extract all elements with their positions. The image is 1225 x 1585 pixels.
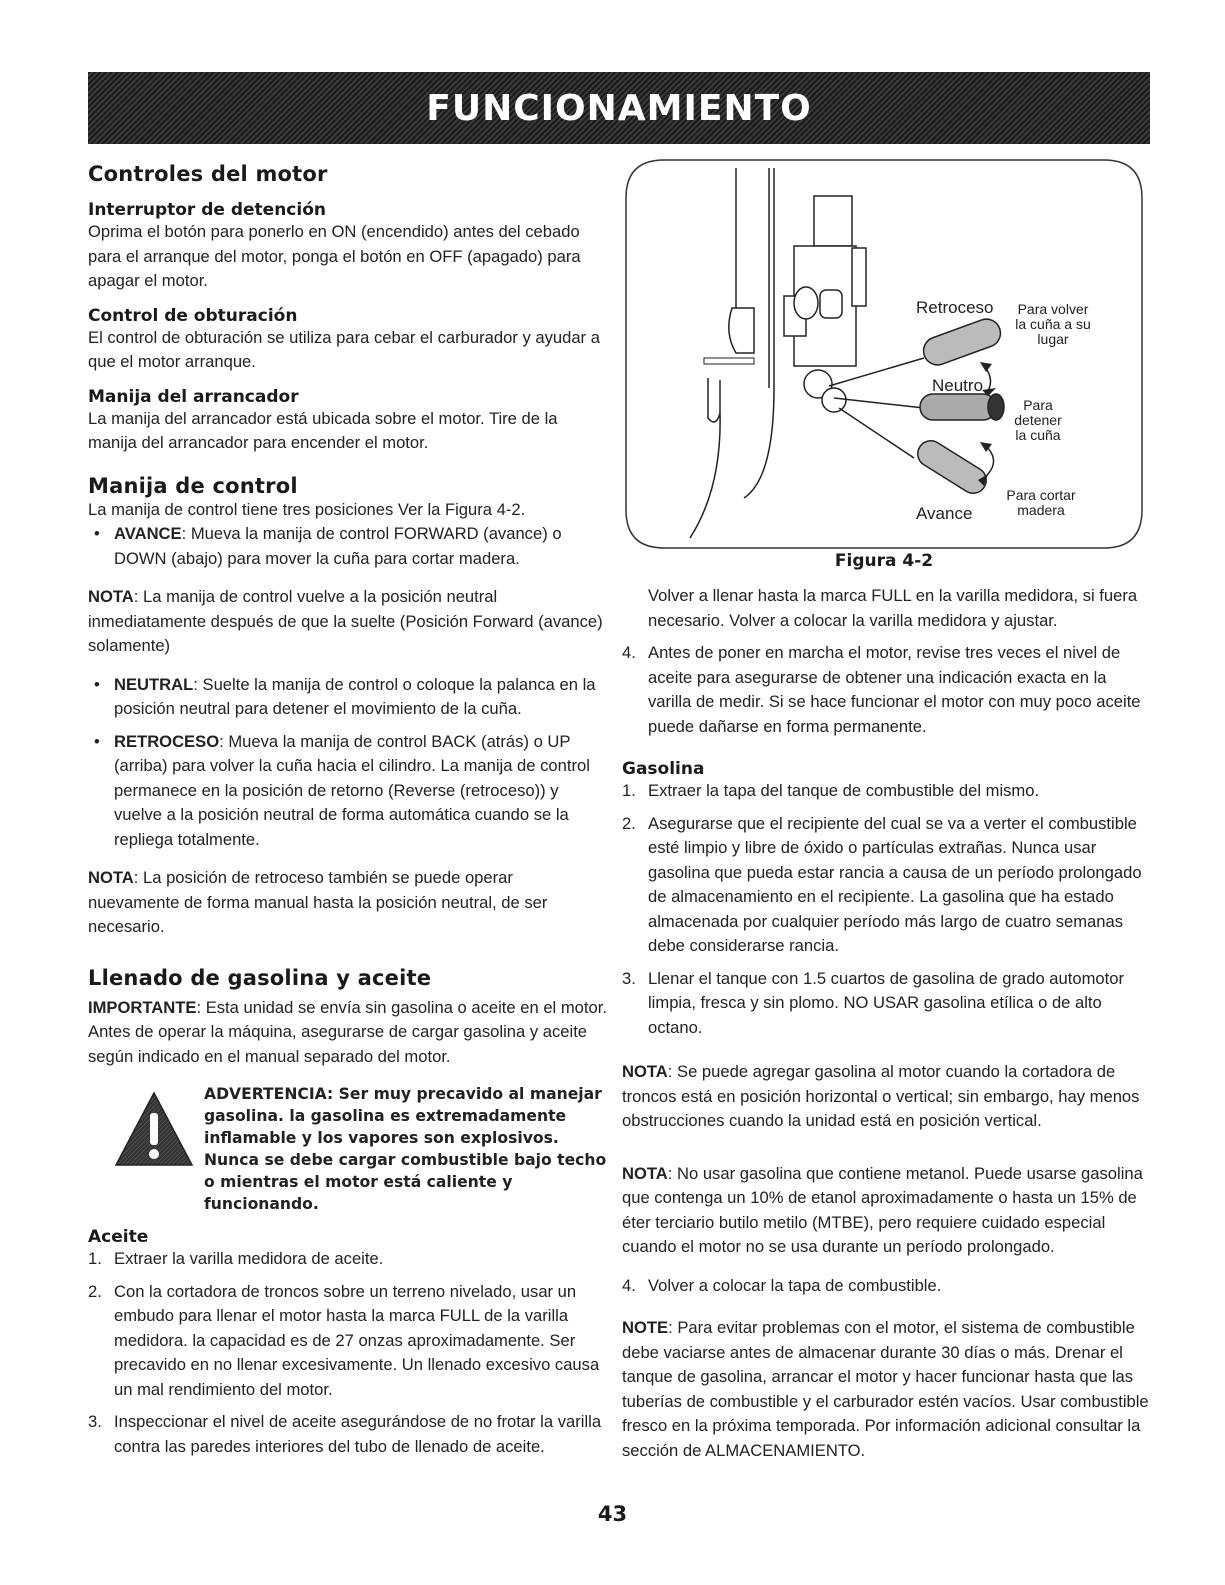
figure-4-2 bbox=[624, 158, 1144, 550]
note-label: NOTE bbox=[622, 1318, 669, 1337]
gasolina-item-4-text: Volver a colocar la tapa de combustible. bbox=[648, 1275, 942, 1295]
avance-text: : Mueva la manija de control FORWARD (avance) o DOWN (abajo) para mover la cuña para cortar madera. bbox=[114, 524, 562, 568]
retroceso-item bbox=[88, 730, 608, 853]
nota3 bbox=[622, 1060, 1150, 1134]
manija-text: La manija de control tiene tres posiciones Ver la Figura 4-2. bbox=[88, 499, 526, 519]
aceite-item-num: 3. bbox=[88, 1412, 102, 1431]
gasolina-item-num: 1. bbox=[622, 781, 636, 800]
neutral-label: NEUTRAL bbox=[114, 674, 194, 694]
obturacion-heading: Control de obturación bbox=[88, 305, 298, 326]
label-para-cortar: Para cortar madera bbox=[1006, 487, 1076, 518]
nota4 bbox=[622, 1162, 1150, 1260]
aceite-item-num: 2. bbox=[88, 1281, 102, 1301]
note bbox=[622, 1316, 1150, 1463]
label-para-detener: Para detener la cuña bbox=[1014, 397, 1062, 443]
aceite-item bbox=[88, 1410, 608, 1459]
gasolina-item bbox=[622, 967, 1150, 1041]
aceite-continued-text: Volver a llenar hasta la marca FULL en la varilla medidora, si fuera necesario. Volver a colocar la varilla medidora y ajustar. bbox=[648, 586, 1138, 630]
gasolina-item-4 bbox=[622, 1274, 1150, 1299]
nota3-label: NOTA bbox=[622, 1062, 668, 1081]
importante-label: IMPORTANTE bbox=[88, 997, 197, 1017]
interruptor-text: Oprima el botón para ponerlo en ON (encendido) antes del cebado para el arranque del motor, ponga el botón en OFF (apagado) para apagar el motor. bbox=[88, 222, 581, 290]
left-column bbox=[88, 158, 608, 1459]
warning-text: ADVERTENCIA: Ser muy precavido al manejar gasolina. la gasolina es extremadamente inflamable y los vapores son explosivos. Nunca se debe cargar combustible bajo techo o mientras el motor está caliente y funcionando. bbox=[204, 1085, 607, 1213]
gasolina-item-text: Llenar el tanque con 1.5 cuartos de gasolina de grado automotor limpia, fresca y sin plomo. NO USAR gasolina etílica o de alto octano. bbox=[648, 968, 1125, 1037]
controles-heading: Controles del motor bbox=[88, 162, 328, 186]
aceite-item-4-num: 4. bbox=[622, 643, 636, 662]
gasolina-heading: Gasolina bbox=[622, 759, 705, 779]
positions-list bbox=[88, 673, 608, 853]
nota1-label: NOTA bbox=[88, 587, 134, 606]
gasolina-item bbox=[622, 812, 1150, 959]
aceite-item-num: 1. bbox=[88, 1249, 102, 1268]
nota4-text: : No usar gasolina que contiene metanol. Puede usarse gasolina que contenga un 10% de etanol aproximadamente o hasta un 15% de éter terciario butilo metilo (MTBE), pero requiere cuidado especial cuando el motor no se usa durante un período prolongado. bbox=[622, 1163, 1143, 1256]
nota2 bbox=[88, 866, 608, 940]
gasolina-item-num: 3. bbox=[622, 968, 636, 988]
importante-text: : Esta unidad se envía sin gasolina o aceite en el motor. Antes de operar la máquina, asegurarse de cargar gasolina y aceite según indicado en el manual separado del motor. bbox=[88, 997, 607, 1066]
aceite-list bbox=[88, 1247, 608, 1459]
nota3-text: : Se puede agregar gasolina al motor cuando la cortadora de troncos está en posición horizontal o vertical; sin embargo, hay menos obstrucciones cuando la unidad está en posición vertical. bbox=[622, 1062, 1140, 1130]
aceite-heading: Aceite bbox=[88, 1227, 149, 1247]
nota2-text: : La posición de retroceso también se puede operar nuevamente de forma manual hasta la posición neutral, de ser necesario. bbox=[88, 868, 548, 936]
retroceso-text: : Mueva la manija de control BACK (atrás) o UP (arriba) para volver la cuña hacia el cilindro. La manija de control permanece en la posición de retorno (Reverse (retroceso)) y vuelve a la posición neutral de forma automática cuando se la repliega totalmente. bbox=[114, 731, 590, 849]
gasolina-list-continued bbox=[622, 1274, 1150, 1299]
label-para-volver: Para volver la cuña a su lugar bbox=[1015, 301, 1091, 347]
arrancador-heading: Manija del arrancador bbox=[88, 386, 299, 407]
page-number: 43 bbox=[597, 1502, 628, 1526]
importante bbox=[88, 996, 608, 1070]
arrancador-text: La manija del arrancador está ubicada sobre el motor. Tire de la manija del arrancador para encender el motor. bbox=[88, 408, 558, 452]
note-text: : Para evitar problemas con el motor, el sistema de combustible debe vaciarse antes de almacenar durante 30 días o más. Drenar el tanque de gasolina, arrancar el motor y hacer funcionar hasta que las tuberías de combustible y el carburador estén vacíos. Usar combustible fresco en la próxima temporada. Por información adicional consultar la sección de ALMACENAMIENTO. bbox=[622, 1318, 1149, 1460]
obturacion-text: El control de obturación se utiliza para cebar el carburador y ayudar a que el motor arranque. bbox=[88, 327, 600, 371]
manija-heading: Manija de control bbox=[88, 473, 298, 498]
warning-icon bbox=[114, 1091, 194, 1167]
retroceso-label: RETROCESO bbox=[114, 731, 220, 751]
gasolina-item-4-num: 4. bbox=[622, 1275, 636, 1295]
neutral-text: : Suelte la manija de control o coloque la palanca en la posición neutral para detener el movimiento de la cuña. bbox=[114, 674, 596, 718]
gasolina-item-text: Extraer la tapa del tanque de combustible del mismo. bbox=[648, 781, 1040, 800]
label-avance: Avance bbox=[916, 504, 973, 523]
gasolina-item bbox=[622, 779, 1150, 804]
section-banner bbox=[88, 72, 1150, 144]
figure-caption: Figura 4-2 bbox=[834, 551, 934, 571]
llenado-heading: Llenado de gasolina y aceite bbox=[88, 965, 432, 990]
gasolina-item-text: Asegurarse que el recipiente del cual se va a verter el combustible esté limpio y libre de óxido o partículas extrañas. Nunca usar gasolina que pueda estar rancia a causa de un período prolongado de almacenamiento en el recipiente. La gasolina que ha estado almacenada por cualquier período más largo de cuatro semanas debe considerarse rancia. bbox=[648, 813, 1142, 955]
aceite-list-continued bbox=[622, 641, 1150, 739]
aceite-item bbox=[88, 1247, 608, 1272]
aceite-item-text: Inspeccionar el nivel de aceite asegurándose de no frotar la varilla contra las paredes interiores del tubo de llenado de aceite. bbox=[114, 1412, 602, 1456]
aceite-item-4-text: Antes de poner en marcha el motor, revise tres veces el nivel de aceite para asegurarse de obtener una indicación exacta en la varilla de medir. Si se hace funcionar el motor con muy poco aceite puede dañarse en forma permanente. bbox=[648, 643, 1141, 736]
gasolina-item-num: 2. bbox=[622, 813, 636, 833]
neutral-item bbox=[88, 673, 608, 722]
section-title: FUNCIONAMIENTO bbox=[426, 87, 812, 129]
avance-label: AVANCE bbox=[114, 524, 182, 543]
nota2-label: NOTA bbox=[88, 868, 134, 887]
aceite-item-text: Extraer la varilla medidora de aceite. bbox=[114, 1249, 384, 1268]
label-neutro: Neutro bbox=[932, 376, 984, 395]
gasolina-list bbox=[622, 779, 1150, 1040]
warning-block bbox=[88, 1083, 608, 1233]
avance-item bbox=[88, 522, 608, 571]
aceite-item-4 bbox=[622, 641, 1150, 739]
nota1-text: : La manija de control vuelve a la posición neutral inmediatamente después de que la suelte (Posición Forward (avance) solamente) bbox=[88, 587, 603, 655]
nota1 bbox=[88, 585, 608, 659]
right-column bbox=[622, 584, 1150, 1463]
interruptor-heading: Interruptor de detención bbox=[88, 200, 326, 220]
nota4-label: NOTA bbox=[622, 1163, 668, 1183]
aceite-item bbox=[88, 1280, 608, 1403]
label-retroceso: Retroceso bbox=[916, 298, 994, 317]
aceite-item-text: Con la cortadora de troncos sobre un terreno nivelado, usar un embudo para llenar el motor hasta la marca FULL de la varilla medidora. la capacidad es de 27 onzas aproximadamente. Ser precavido en no llenar excesivamente. Un llenado excesivo causa un mal rendimiento del motor. bbox=[114, 1281, 600, 1399]
avance-list bbox=[88, 522, 608, 571]
